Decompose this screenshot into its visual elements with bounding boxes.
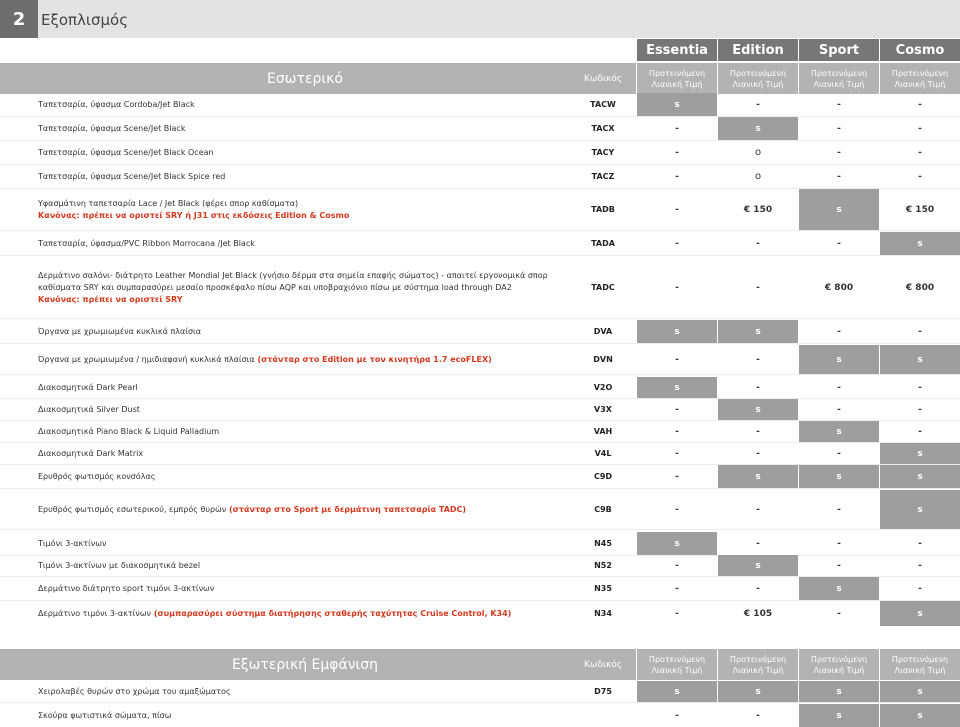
availability-cell: -: [675, 583, 679, 594]
rule-note: Κανόνας: πρέπει να οριστεί SRY: [38, 294, 183, 304]
availability-cell: -: [675, 560, 679, 571]
availability-cell: -: [756, 504, 760, 515]
description-note: (στάνταρ στο Edition με τον κινητήρα 1.7 ecoFLEX): [254, 354, 492, 364]
availability-cell: -: [837, 404, 841, 415]
availability-cell: -: [675, 426, 679, 437]
availability-cell: -: [675, 282, 679, 293]
availability-cell: -: [756, 710, 760, 721]
description-text: Ταπετσαρία, ύφασμα Scene/Jet Black Spice red: [38, 171, 226, 181]
table-row: [0, 555, 960, 576]
option-code: C9B: [594, 505, 612, 514]
table-row: [0, 465, 960, 488]
availability-cell: -: [918, 123, 922, 134]
availability-cell: s: [799, 704, 879, 727]
row-divider: [0, 343, 960, 344]
table-row: [0, 320, 960, 343]
row-divider: [0, 488, 960, 489]
availability-cell: -: [837, 560, 841, 571]
availability-cell: s: [880, 681, 960, 702]
option-code: TADC: [591, 283, 615, 292]
description-text: Χειρολαβές θυρών στο χρώμα του αμαξώματος: [38, 686, 231, 696]
interior-group-header: [0, 63, 960, 94]
availability-cell: -: [675, 448, 679, 459]
description-text: Διακοσμητικά Dark Pearl: [38, 382, 138, 392]
table-row: [0, 577, 960, 600]
availability-cell: -: [756, 448, 760, 459]
availability-cell: s: [880, 601, 960, 626]
availability-cell: -: [675, 204, 679, 215]
description-text: Υφασμάτινη ταπετσαρία Lace / Jet Black (φέρει σπορ καθίσματα): [38, 198, 299, 208]
option-code: TADB: [591, 205, 615, 214]
exterior-title: Εξωτερική Εμφάνιση: [0, 649, 570, 680]
table-row: [0, 532, 960, 555]
availability-cell: s: [637, 93, 717, 116]
description-text: Διακοσμητικά Piano Black & Liquid Palladium: [38, 426, 220, 436]
availability-cell: s: [880, 345, 960, 374]
option-code: V3X: [594, 405, 612, 414]
option-code: TACZ: [591, 172, 615, 181]
availability-cell: s: [880, 490, 960, 529]
availability-cell: -: [756, 538, 760, 549]
availability-cell: -: [756, 426, 760, 437]
description-text: Διακοσμητικά Dark Matrix: [38, 448, 144, 458]
description-text: Δερμάτινο τιμόνι 3-ακτίνων: [38, 608, 152, 618]
row-description: [38, 189, 558, 230]
table-row: [0, 345, 960, 374]
availability-cell: s: [637, 681, 717, 702]
row-divider: [0, 702, 960, 703]
availability-cell: s: [718, 320, 798, 343]
availability-cell: -: [918, 426, 922, 437]
description-text: Διακοσμητικά Silver Dust: [38, 404, 140, 414]
description-text: Δερμάτινο διάτρητο sport τιμόνι 3-ακτίνων: [38, 583, 215, 593]
table-row: [0, 232, 960, 255]
option-code: TACX: [591, 124, 615, 133]
availability-cell: s: [637, 320, 717, 343]
availability-cell: -: [918, 326, 922, 337]
availability-cell: -: [756, 354, 760, 365]
row-divider: [0, 318, 960, 319]
availability-cell: -: [918, 171, 922, 182]
option-code: N45: [594, 539, 612, 548]
row-description: [38, 399, 558, 420]
row-description: [38, 377, 558, 398]
table-row: [0, 257, 960, 318]
trim-sport: Sport: [799, 39, 879, 61]
availability-cell: -: [837, 123, 841, 134]
table-row: [0, 377, 960, 398]
availability-cell: -: [675, 710, 679, 721]
table-row: [0, 399, 960, 420]
availability-cell: -: [837, 326, 841, 337]
description-text: Σκούρα φωτιστικά σώματα, πίσω: [38, 710, 172, 720]
description-text: Τιμόνι 3-ακτίνων με διακοσμητικά bezel: [38, 560, 201, 570]
price-column-label: Προτεινόμενη Λιανική Τιμή: [637, 63, 717, 94]
exterior-group-header: [0, 649, 960, 680]
section-header: [0, 0, 960, 38]
description-text: Τιμόνι 3-ακτίνων: [38, 538, 107, 548]
availability-cell: s: [718, 681, 798, 702]
availability-cell: -: [675, 471, 679, 482]
option-code: D75: [594, 687, 612, 696]
availability-cell: -: [837, 147, 841, 158]
availability-cell: s: [718, 117, 798, 140]
availability-cell: -: [675, 404, 679, 415]
availability-cell: -: [837, 538, 841, 549]
availability-cell: -: [675, 171, 679, 182]
description-text: Ταπετσαρία, ύφασμα Scene/Jet Black: [38, 123, 186, 133]
row-description: [38, 93, 558, 116]
availability-cell: s: [880, 232, 960, 255]
availability-cell: -: [837, 238, 841, 249]
description-text: Ταπετσαρία, ύφασμα Scene/Jet Black Ocean: [38, 147, 214, 157]
section-number: 2: [0, 0, 38, 38]
availability-cell: -: [837, 382, 841, 393]
option-code: N35: [594, 584, 612, 593]
option-code: [570, 704, 636, 727]
availability-cell: s: [880, 704, 960, 727]
availability-cell: o: [754, 147, 762, 158]
table-row: [0, 704, 960, 727]
availability-cell: s: [718, 399, 798, 420]
availability-cell: -: [918, 560, 922, 571]
code-column-label: Κωδικός: [570, 649, 636, 680]
option-code: V4L: [594, 449, 612, 458]
row-description: [38, 443, 558, 464]
price-column-label: Προτεινόμενη Λιανική Τιμή: [880, 63, 960, 94]
description-text: Ερυθρός φωτισμός εσωτερικού, εμπρός θυρών: [38, 504, 227, 514]
option-code: TACY: [591, 148, 615, 157]
option-code: DVA: [593, 327, 613, 336]
table-row: [0, 189, 960, 230]
row-divider: [0, 374, 960, 375]
row-description: [38, 320, 558, 343]
row-divider: [0, 255, 960, 256]
availability-cell: s: [880, 443, 960, 464]
availability-cell: o: [754, 171, 762, 182]
availability-cell: -: [756, 382, 760, 393]
availability-cell: s: [637, 532, 717, 555]
availability-cell: -: [918, 382, 922, 393]
availability-cell: s: [799, 681, 879, 702]
description-note: (στάνταρ στο Sport με δερμάτινη ταπετσαρία TADC): [226, 504, 467, 514]
row-description: [38, 704, 558, 727]
row-description: [38, 232, 558, 255]
description-text: Δερμάτινο σαλόνι- διάτρητο Leather Mondial Jet Black (γνήσιο δέρμα στα σημεία επαφής σώματος) - απαιτεί εργονομικά σπορ καθίσματα SRY και συμπαρασύρει μεσαίο προσκέφαλο πίσω AQP και υποβραχιόνιο πίσω με σύστημα load through DA2: [38, 270, 548, 292]
price-column-label: Προτεινόμενη Λιανική Τιμή: [637, 649, 717, 680]
option-code: TADA: [591, 239, 615, 248]
description-note: (συμπαρασύρει σύστημα διατήρησης σταθερής ταχύτητας Cruise Control, K34): [151, 608, 512, 618]
row-description: [38, 555, 558, 576]
availability-cell: -: [918, 99, 922, 110]
description-text: Ταπετσαρία, ύφασμα Cordoba/Jet Black: [38, 99, 195, 109]
section-title: Εξοπλισμός: [41, 11, 129, 29]
availability-cell: -: [675, 147, 679, 158]
row-description: [38, 421, 558, 442]
description-text: Όργανα με χρωμιωμένα κυκλικά πλαίσια: [38, 326, 202, 336]
price-column-label: Προτεινόμενη Λιανική Τιμή: [799, 649, 879, 680]
description-text: Ερυθρός φωτισμός κονσόλας: [38, 471, 156, 481]
table-row: [0, 490, 960, 529]
availability-cell: € 150: [718, 189, 798, 230]
table-row: [0, 141, 960, 164]
row-description: [38, 165, 558, 188]
row-description: [38, 681, 558, 702]
price-column-label: Προτεινόμενη Λιανική Τιμή: [880, 649, 960, 680]
availability-cell: -: [837, 448, 841, 459]
price-column-label: Προτεινόμενη Λιανική Τιμή: [799, 63, 879, 94]
row-divider: [0, 230, 960, 231]
availability-cell: -: [756, 583, 760, 594]
price-column-label: Προτεινόμενη Λιανική Τιμή: [718, 63, 798, 94]
availability-cell: € 800: [799, 257, 879, 318]
table-row: [0, 443, 960, 464]
row-description: [38, 257, 558, 318]
row-description: [38, 117, 558, 140]
trim-edition: Edition: [718, 39, 798, 61]
availability-cell: s: [799, 577, 879, 600]
availability-cell: s: [718, 465, 798, 488]
option-code: C9D: [593, 472, 613, 481]
option-code: N52: [594, 561, 612, 570]
availability-cell: -: [675, 608, 679, 619]
table-row: [0, 601, 960, 626]
description-text: Όργανα με χρωμιωμένα / ημιδιαφανή κυκλικά πλαίσια: [38, 354, 255, 364]
availability-cell: -: [918, 538, 922, 549]
row-description: [38, 490, 558, 529]
table-row: [0, 93, 960, 116]
availability-cell: s: [880, 465, 960, 488]
availability-cell: s: [799, 421, 879, 442]
availability-cell: -: [837, 608, 841, 619]
option-code: DVN: [593, 355, 613, 364]
price-column-label: Προτεινόμενη Λιανική Τιμή: [718, 649, 798, 680]
availability-cell: € 105: [718, 601, 798, 626]
availability-cell: -: [675, 123, 679, 134]
row-description: [38, 532, 558, 555]
availability-cell: -: [837, 171, 841, 182]
table-row: [0, 165, 960, 188]
availability-cell: -: [837, 99, 841, 110]
row-description: [38, 465, 558, 488]
availability-cell: -: [756, 99, 760, 110]
row-description: [38, 141, 558, 164]
rule-note: Κανόνας: πρέπει να οριστεί SRY ή J31 στις εκδόσεις Edition & Cosmo: [38, 210, 350, 220]
availability-cell: -: [675, 504, 679, 515]
trim-header: [637, 39, 960, 61]
availability-cell: -: [918, 147, 922, 158]
availability-cell: -: [675, 238, 679, 249]
option-code: V2O: [593, 383, 613, 392]
table-row: [0, 117, 960, 140]
row-divider: [0, 529, 960, 530]
row-description: [38, 577, 558, 600]
trim-essentia: Essentia: [637, 39, 717, 61]
option-code: N34: [594, 609, 612, 618]
availability-cell: s: [799, 189, 879, 230]
availability-cell: s: [799, 345, 879, 374]
table-row: [0, 681, 960, 702]
availability-cell: s: [637, 377, 717, 398]
row-description: [38, 345, 558, 374]
availability-cell: s: [799, 465, 879, 488]
availability-cell: -: [918, 583, 922, 594]
code-column-label: Κωδικός: [570, 63, 636, 94]
interior-title: Εσωτερικό: [0, 63, 570, 94]
availability-cell: -: [756, 238, 760, 249]
availability-cell: s: [718, 555, 798, 576]
row-description: [38, 601, 558, 626]
availability-cell: € 800: [880, 257, 960, 318]
table-row: [0, 421, 960, 442]
availability-cell: € 150: [880, 189, 960, 230]
availability-cell: -: [918, 404, 922, 415]
option-code: VAH: [593, 427, 613, 436]
availability-cell: -: [837, 504, 841, 515]
option-code: TACW: [590, 100, 616, 109]
description-text: Ταπετσαρία, ύφασμα/PVC Ribbon Morrocana /Jet Black: [38, 238, 255, 248]
availability-cell: -: [675, 354, 679, 365]
availability-cell: -: [756, 282, 760, 293]
trim-cosmo: Cosmo: [880, 39, 960, 61]
